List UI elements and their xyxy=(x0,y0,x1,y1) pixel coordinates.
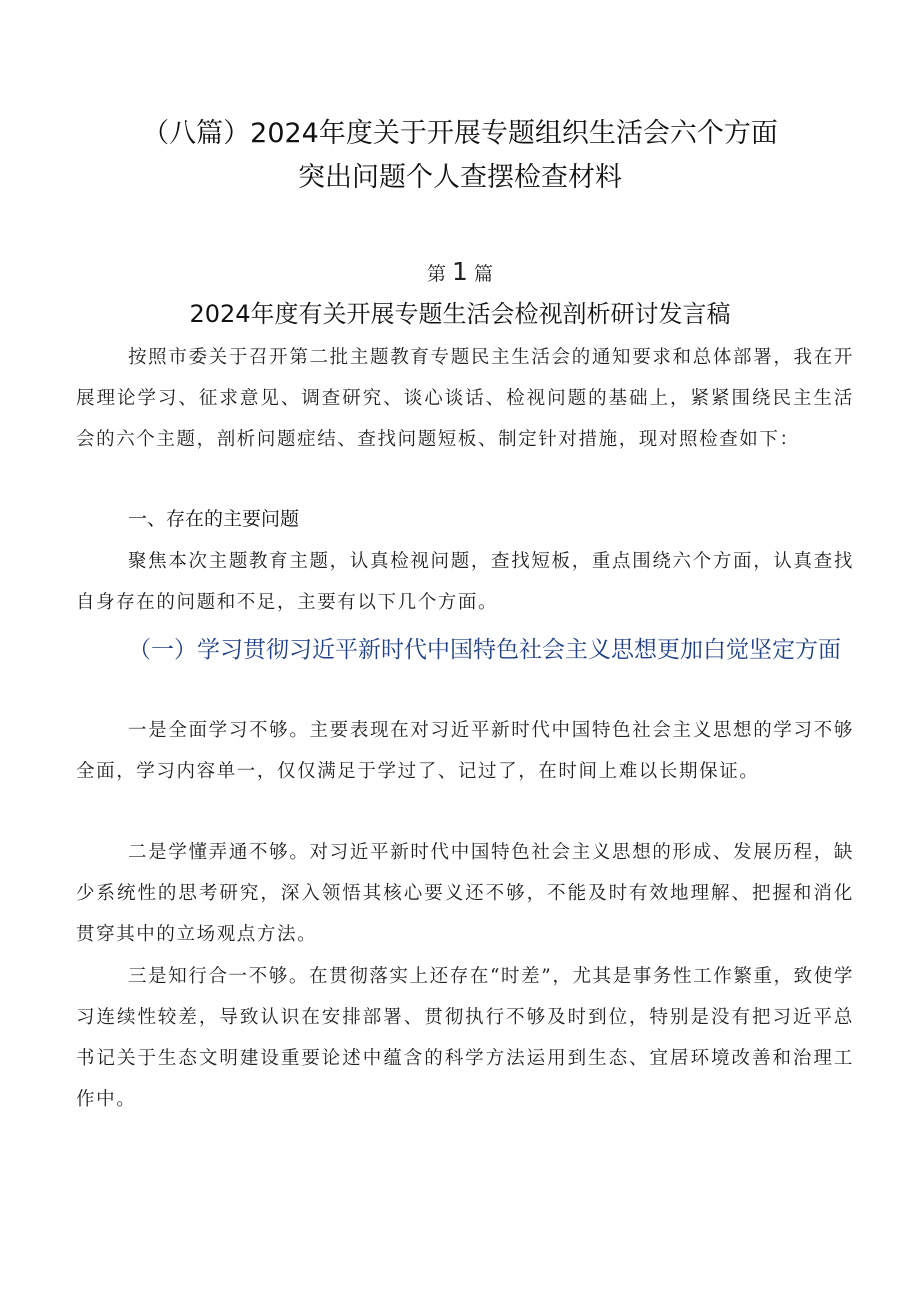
piece-suffix: 篇 xyxy=(474,263,494,285)
title-line-1: （八篇）2024年度关于开展专题组织生活会六个方面 xyxy=(142,118,778,149)
title-line-2: 突出问题个人查摆检查材料 xyxy=(298,162,622,193)
section-intro-paragraph: 聚焦本次主题教育主题，认真检视问题，查找短板，重点围绕六个方面，认真查找自身存在的问题和不足，主要有以下几个方面。 xyxy=(76,551,854,613)
point-paragraph-2: 二是学懂弄通不够。对习近平新时代中国特色社会主义思想的形成、发展历程，缺少系统性的思考研究，深入领悟其核心要义还不够，不能及时有效地理解、把握和消化贯穿其中的立场观点方法。 xyxy=(76,842,854,945)
point-paragraph-1: 一是全面学习不够。主要表现在对习近平新时代中国特色社会主义思想的学习不够全面，学习内容单一，仅仅满足于学过了、记过了，在时间上难以长期保证。 xyxy=(76,720,854,782)
piece-prefix: 第 xyxy=(426,263,446,285)
subsection-heading-1: （一）学习贯彻习近平新时代中国特色社会主义思想更加白觉坚定方面 xyxy=(128,637,841,663)
piece-number-value: 1 xyxy=(452,257,468,286)
piece-number xyxy=(0,257,920,286)
document-title xyxy=(0,112,920,200)
article-title: 2024年度有关开展专题生活会检视剖析研讨发言稿 xyxy=(189,300,731,328)
section-heading-1: 一、存在的主要问题 xyxy=(128,508,300,530)
intro-paragraph: 按照市委关于召开第二批主题教育专题民主生活会的通知要求和总体部署，我在开展理论学习、征求意见、调查研究、谈心谈话、检视问题的基础上，紧紧围绕民主生活会的六个主题，剖析问题症结、查找问题短板、制定针对措施，现对照检查如下： xyxy=(76,347,854,450)
point-paragraph-3: 三是知行合一不够。在贯彻落实上还存在“时差”，尤其是事务性工作繁重，致使学习连续性较差，导致认识在安排部署、贯彻执行不够及时到位，特别是没有把习近平总书记关于生态文明建设重要论述中蕴含的科学方法运用到生态、宜居环境改善和治理工作中。 xyxy=(76,966,854,1110)
